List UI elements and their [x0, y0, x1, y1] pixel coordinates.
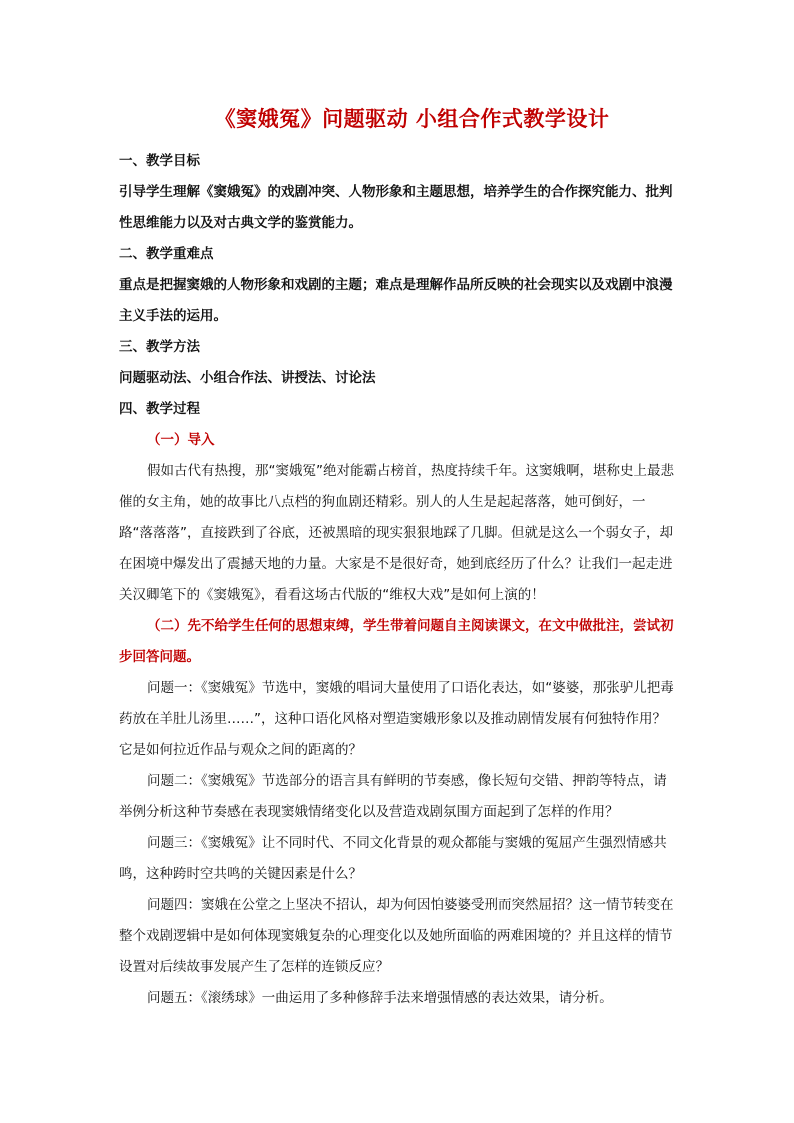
question-text: 《窦娥冤》节选部分的语言具有鲜明的节奏感，像长短句交错、押韵等特点，请举例分析这种节奏感在表现窦娥情绪变化以及营造戏剧氛围方面起到了怎样的作用？: [119, 773, 667, 820]
question-label: 问题五：: [147, 990, 201, 1006]
question-item: [119, 766, 679, 828]
question-text: 《窦娥冤》节选中，窦娥的唱词大量使用了口语化表达，如“婆婆，那张驴儿把毒药放在羊肚儿汤里……”，这种口语化风格对塑造窦娥形象以及推动剧情发展有何独特作用？它是如何拉近作品与观众之间的距离的？: [119, 680, 674, 758]
section-heading-methods: 三、教学方法: [119, 339, 200, 355]
question-label: 问题一：: [147, 680, 201, 696]
section-heading-process: 四、教学过程: [119, 401, 200, 417]
question-text: 《窦娥冤》让不同时代、不同文化背景的观众都能与窦娥的冤屈产生强烈情感共鸣，这种跨时空共鸣的关键因素是什么？: [119, 835, 667, 882]
question-item: [119, 890, 679, 983]
question-item: [119, 828, 679, 890]
question-label: 问题四：: [147, 897, 201, 913]
methods-text: 问题驱动法、小组合作法、讲授法、讨论法: [119, 370, 376, 386]
question-text: 窦娥在公堂之上坚决不招认，却为何因怕婆婆受刑而突然屈招？这一情节转变在整个戏剧逻辑中是如何体现窦娥复杂的心理变化以及她所面临的两难困境的？并且这样的情节设置对后续故事发展产生了怎样的连锁反应？: [119, 897, 674, 975]
subsection-heading-reading: （二）先不给学生任何的思想束缚，学生带着问题自主阅读课文，在文中做批注，尝试初步回答问题。: [119, 618, 674, 665]
section-heading-key-points: 二、教学重难点: [119, 246, 214, 262]
question-label: 问题二：: [147, 773, 201, 789]
key-points-text: 重点是把握窦娥的人物形象和戏剧的主题；难点是理解作品所反映的社会现实以及戏剧中浪漫主义手法的运用。: [119, 277, 673, 324]
question-item: [119, 983, 679, 1014]
document-title: 《窦娥冤》问题驱动 小组合作式教学设计: [214, 106, 610, 131]
subsection-heading-intro: （一）导入: [147, 432, 215, 448]
question-item: [119, 673, 679, 766]
objectives-text: 引导学生理解《窦娥冤》的戏剧冲突、人物形象和主题思想，培养学生的合作探究能力、批判性思维能力以及对古典文学的鉴赏能力。: [119, 184, 673, 231]
document-body: [119, 146, 679, 1014]
question-text: 《滚绣球》一曲运用了多种修辞手法来增强情感的表达效果，请分析。: [201, 990, 613, 1006]
question-label: 问题三：: [147, 835, 201, 851]
intro-paragraph: 假如古代有热搜，那“窦娥冤”绝对能霸占榜首，热度持续千年。这窦娥啊，堪称史上最悲催的女主角，她的故事比八点档的狗血剧还精彩。别人的人生是起起落落，她可倒好，一路“落落落”，直接跌到了谷底，还被黑暗的现实狠狠地踩了几脚。但就是这么一个弱女子，却在困境中爆发出了震撼天地的力量。大家是不是很好奇，她到底经历了什么？让我们一起走进关汉卿笔下的《窦娥冤》，看看这场古代版的“维权大戏”是如何上演的！: [119, 463, 674, 603]
section-heading-objectives: 一、教学目标: [119, 153, 200, 169]
